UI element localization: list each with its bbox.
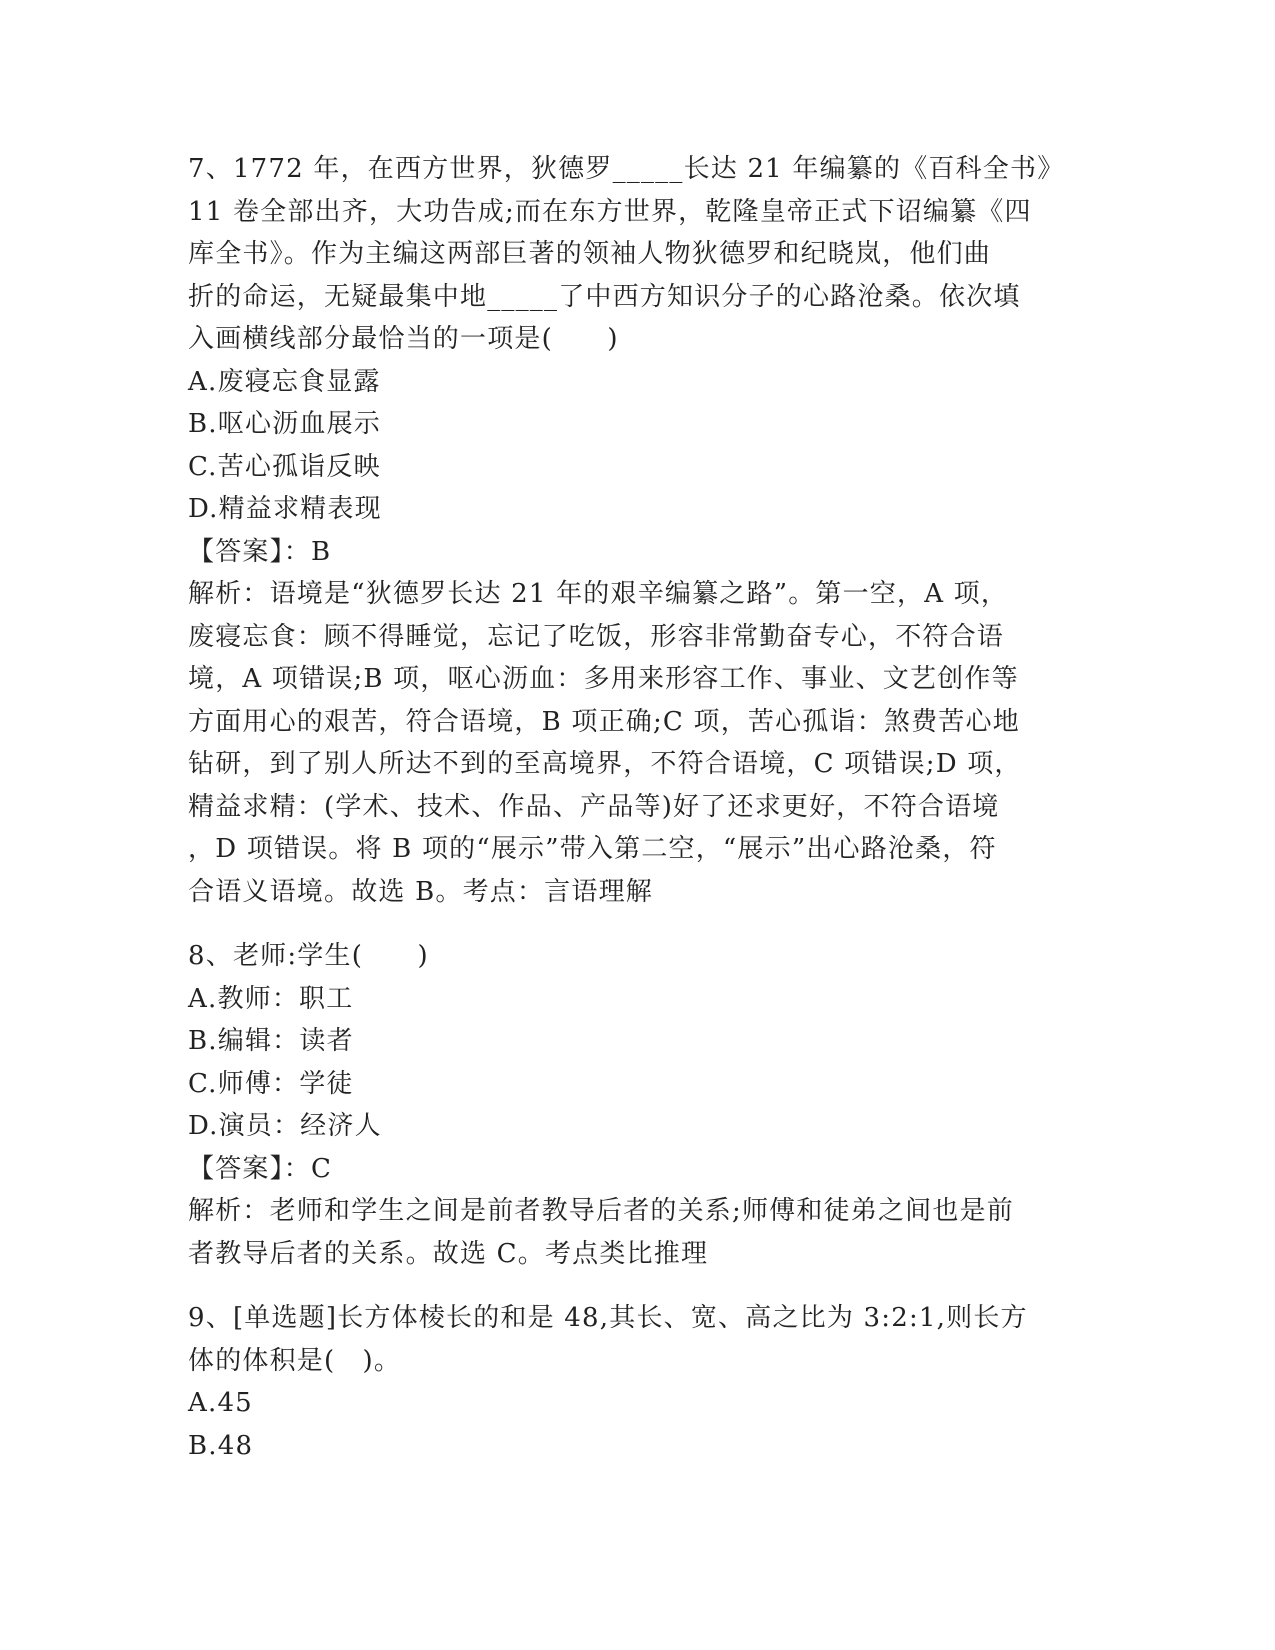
question-7 <box>188 148 1078 913</box>
document-page <box>188 148 1078 1467</box>
analysis-line: 解析：语境是“狄德罗长达 21 年的艰辛编纂之路”。第一空，A 项， <box>188 579 1009 609</box>
option-c: C.苦心孤诣反映 <box>188 451 381 482</box>
analysis-line: 精益求精：(学术、技术、作品、产品等)好了还求更好，不符合语境 <box>188 791 1000 822</box>
option-c: C.师傅：学徒 <box>188 1068 354 1099</box>
question-stem-line: 11 卷全部出齐，大功告成;而在东方世界，乾隆皇帝正式下诏编纂《四 <box>188 196 1032 227</box>
analysis-line: 者教导后者的关系。故选 C。考点类比推理 <box>188 1238 709 1269</box>
analysis-line: 解析：老师和学生之间是前者教导后者的关系;师傅和徒弟之间也是前 <box>188 1196 1014 1226</box>
option-b: B.48 <box>188 1430 254 1461</box>
analysis-line: 钻研，到了别人所达不到的至高境界，不符合语境，C 项错误;D 项， <box>188 749 1022 779</box>
question-stem-line: 8、老师:学生( ) <box>188 941 429 971</box>
question-9 <box>188 1297 1078 1467</box>
question-separator <box>188 1275 1078 1297</box>
option-b: B.呕心沥血展示 <box>188 409 381 439</box>
analysis-line: 境，A 项错误;B 项，呕心沥血：多用来形容工作、事业、文艺创作等 <box>188 664 1019 694</box>
analysis-line: 废寝忘食：顾不得睡觉，忘记了吃饭，形容非常勤奋专心，不符合语 <box>188 621 1005 652</box>
answer-line: 【答案】：B <box>188 536 332 567</box>
option-d: D.精益求精表现 <box>188 494 382 524</box>
option-d: D.演员：经济人 <box>188 1111 382 1141</box>
option-a: A.废寝忘食显露 <box>188 366 381 397</box>
option-a: A.45 <box>188 1388 253 1418</box>
option-b: B.编辑：读者 <box>188 1026 354 1056</box>
question-stem-line: 入画横线部分最恰当的一项是( ) <box>188 324 619 354</box>
analysis-line: 合语义语境。故选 B。考点：言语理解 <box>188 876 653 907</box>
question-stem-line: 7、1772 年，在西方世界，狄德罗_____长达 21 年编纂的《百科全书》 <box>188 154 1065 184</box>
analysis-line: 方面用心的艰苦，符合语境，B 项正确;C 项，苦心孤诣：煞费苦心地 <box>188 706 1020 737</box>
question-stem-line: 库全书》。作为主编这两部巨著的领袖人物狄德罗和纪晓岚，他们曲 <box>188 239 992 269</box>
option-a: A.教师：职工 <box>188 983 354 1014</box>
question-stem-line: 折的命运，无疑最集中地_____了中西方知识分子的心路沧桑。依次填 <box>188 281 1021 312</box>
question-separator <box>188 913 1078 935</box>
question-8 <box>188 935 1078 1275</box>
answer-line: 【答案】：C <box>188 1153 333 1184</box>
analysis-line: ，D 项错误。将 B 项的“展示”带入第二空，“展示”出心路沧桑，符 <box>188 834 997 864</box>
question-stem-line: 体的体积是( )。 <box>188 1345 402 1376</box>
question-stem-line: 9、[单选题]长方体棱长的和是 48,其长、宽、高之比为 3:2:1,则长方 <box>188 1303 1028 1333</box>
